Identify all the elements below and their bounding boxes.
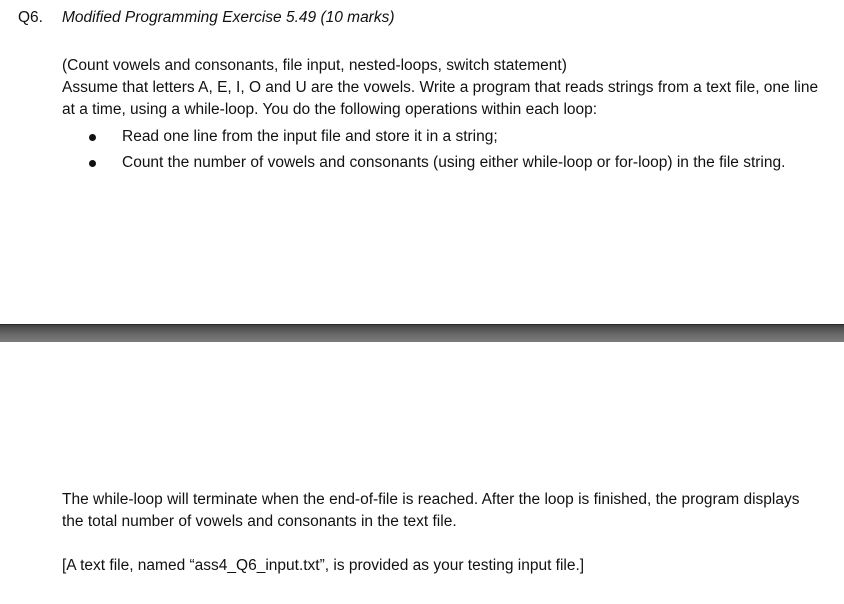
question-number: Q6.	[18, 9, 43, 26]
input-file-note: [A text file, named “ass4_Q6_input.txt”, is provided as your testing input file.]	[62, 557, 585, 574]
operations-list	[62, 126, 822, 178]
question-body	[62, 55, 822, 121]
continuation-block	[62, 489, 822, 577]
list-item	[62, 126, 822, 148]
list-item-text: Count the number of vowels and consonants (using either while-loop or for-loop) in the file string.	[122, 154, 786, 171]
page-break-divider	[0, 324, 844, 342]
list-item-text: Read one line from the input file and store it in a string;	[122, 128, 498, 145]
question-title: Modified Programming Exercise 5.49 (10 marks)	[62, 9, 395, 26]
topics-line: (Count vowels and consonants, file input, nested-loops, switch statement)	[62, 57, 567, 74]
bullet-icon	[89, 134, 96, 141]
list-item	[62, 152, 822, 174]
termination-paragraph: The while-loop will terminate when the end-of-file is reached. After the loop is finished, the program displays the total number of vowels and consonants in the text file.	[62, 491, 800, 530]
bullet-icon	[89, 160, 96, 167]
intro-paragraph: Assume that letters A, E, I, O and U are the vowels. Write a program that reads strings from a text file, one line at a time, using a while-loop. You do the following operations within each loop:	[62, 79, 819, 118]
document-page-bottom	[0, 342, 844, 604]
